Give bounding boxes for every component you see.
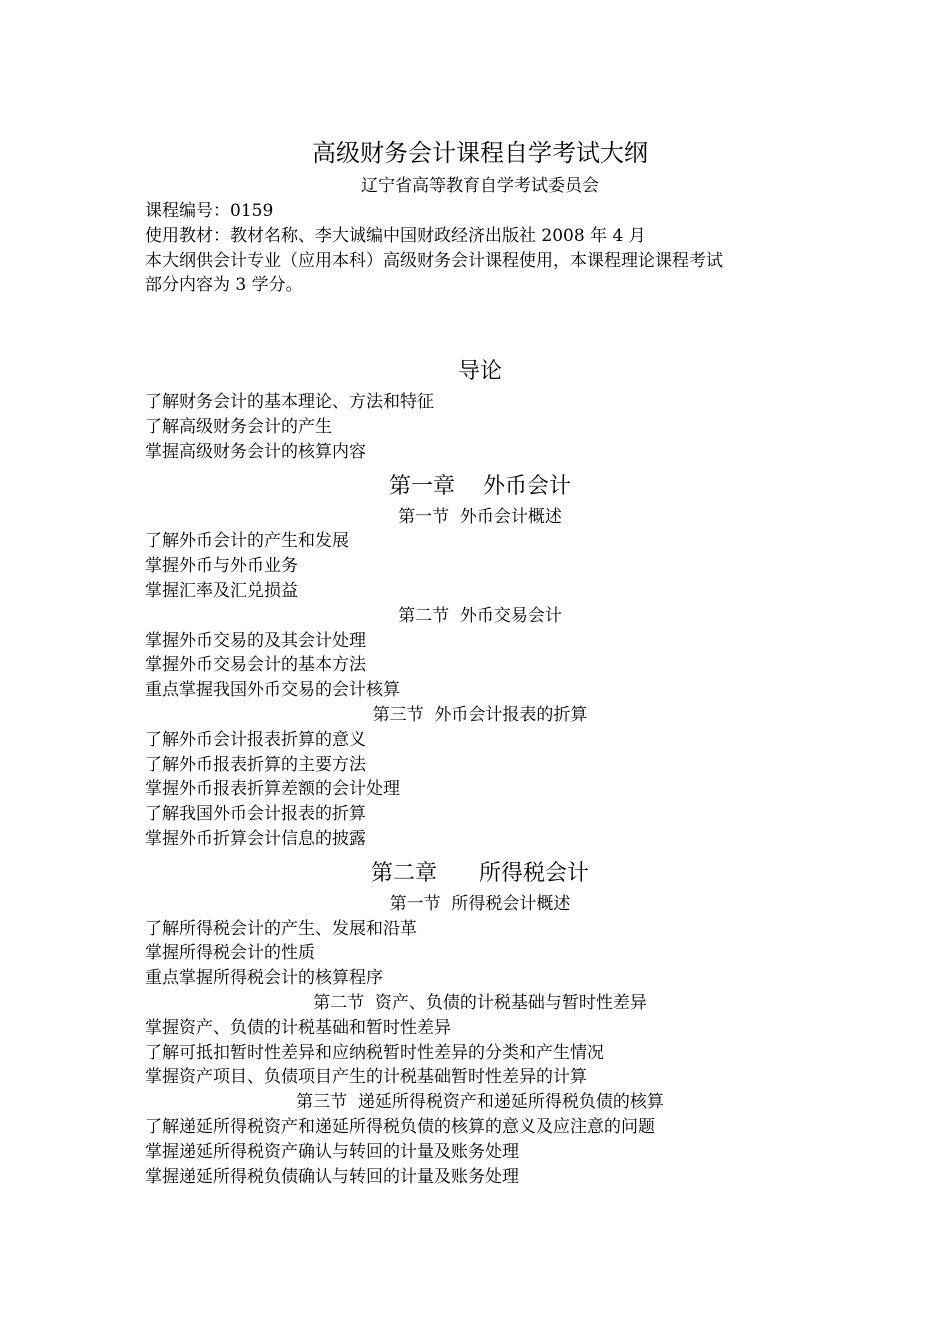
- list-item: 掌握高级财务会计的核算内容: [145, 441, 366, 462]
- section-title: 第一节 所得税会计概述: [389, 893, 571, 914]
- list-item: 掌握外币折算会计信息的披露: [145, 828, 366, 849]
- scope-line-2: 部分内容为 3 学分。: [145, 275, 303, 296]
- section-title: 第三节 外币会计报表的折算: [372, 704, 588, 725]
- list-item: 掌握资产项目、负债项目产生的计税基础暂时性差异的计算: [145, 1067, 587, 1088]
- list-item: 掌握汇率及汇兑损益: [145, 580, 298, 601]
- chapter-1-title: 第一章 外币会计: [389, 473, 571, 499]
- document-title: 高级财务会计课程自学考试大纲: [312, 139, 648, 167]
- list-item: 了解我国外币会计报表的折算: [145, 804, 366, 825]
- list-item: 掌握递延所得税负债确认与转回的计量及账务处理: [145, 1166, 519, 1187]
- list-item: 了解外币会计报表折算的意义: [145, 729, 366, 750]
- list-item: 掌握所得税会计的性质: [145, 943, 315, 964]
- list-item: 了解所得税会计的产生、发展和沿革: [145, 918, 417, 939]
- list-item: 掌握递延所得税资产确认与转回的计量及账务处理: [145, 1141, 519, 1162]
- scope-line-1: 本大纲供会计专业（应用本科）高级财务会计课程使用，本课程理论课程考试: [145, 250, 723, 271]
- spacer: [145, 298, 815, 356]
- chapter-2-title: 第二章 所得税会计: [371, 860, 589, 886]
- section-title: 第三节 递延所得税资产和递延所得税负债的核算: [296, 1092, 664, 1113]
- list-item: 掌握外币与外币业务: [145, 556, 298, 577]
- list-item: 掌握外币交易的及其会计处理: [145, 630, 366, 651]
- section-title: 第二节 外币交易会计: [398, 605, 562, 626]
- list-item: 了解外币会计的产生和发展: [145, 531, 349, 552]
- course-code-line: 课程编号：0159: [145, 201, 274, 221]
- list-item: 了解财务会计的基本理论、方法和特征: [145, 392, 434, 413]
- section-title: 第二节 资产、负债的计税基础与暂时性差异: [313, 992, 647, 1013]
- list-item: 重点掌握所得税会计的核算程序: [145, 968, 383, 989]
- section-title: 第一节 外币会计概述: [398, 506, 562, 527]
- intro-title: 导论: [457, 359, 502, 385]
- list-item: 了解可抵扣暂时性差异和应纳税暂时性差异的分类和产生情况: [145, 1042, 604, 1063]
- textbook-line: 使用教材：教材名称、李大诚编中国财政经济出版社 2008 年 4 月: [145, 225, 646, 246]
- list-item: 了解高级财务会计的产生: [145, 416, 332, 437]
- list-item: 重点掌握我国外币交易的会计核算: [145, 680, 400, 701]
- issuer-line: 辽宁省高等教育自学考试委员会: [361, 176, 599, 196]
- list-item: 掌握资产、负债的计税基础和暂时性差异: [145, 1017, 451, 1038]
- list-item: 掌握外币交易会计的基本方法: [145, 655, 366, 676]
- list-item: 了解递延所得税资产和递延所得税负债的核算的意义及应注意的问题: [145, 1116, 655, 1137]
- list-item: 掌握外币报表折算差额的会计处理: [145, 779, 400, 800]
- document-content: [145, 136, 815, 1189]
- list-item: 了解外币报表折算的主要方法: [145, 754, 366, 775]
